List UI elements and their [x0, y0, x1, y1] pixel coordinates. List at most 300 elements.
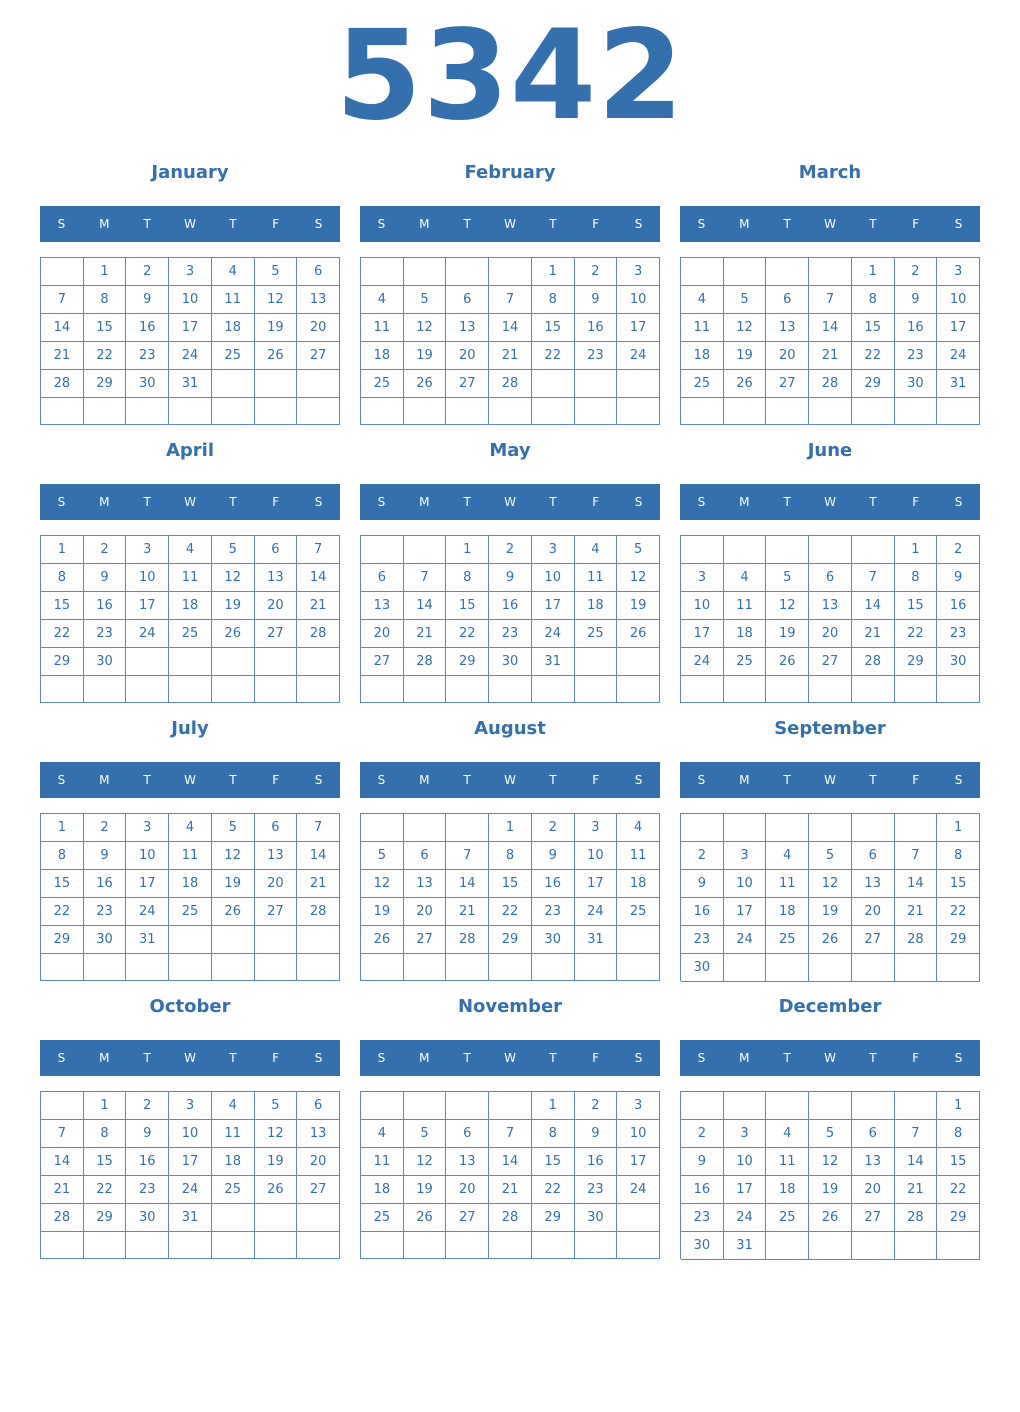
day-cell: 13	[255, 842, 298, 870]
empty-day-cell	[404, 258, 447, 286]
day-cell: 19	[809, 1176, 852, 1204]
empty-day-cell	[852, 954, 895, 982]
day-cell: 30	[895, 370, 938, 398]
month-name: January	[151, 162, 229, 183]
day-cell: 28	[297, 898, 340, 926]
empty-day-cell	[169, 954, 212, 981]
empty-day-cell	[446, 814, 489, 842]
weekday-label: T	[549, 773, 557, 787]
day-cell: 6	[255, 814, 298, 842]
day-cell: 9	[489, 564, 532, 592]
day-cell: 12	[724, 314, 767, 342]
weekday-label: F	[592, 217, 600, 231]
weekday-label: M	[739, 217, 750, 231]
weekday-header	[360, 762, 660, 798]
day-cell: 28	[41, 370, 84, 398]
day-grid	[40, 1091, 340, 1259]
day-cell: 20	[446, 1176, 489, 1204]
day-cell: 6	[852, 842, 895, 870]
day-cell: 19	[724, 342, 767, 370]
day-cell: 28	[446, 926, 489, 954]
weekday-label: T	[869, 495, 877, 509]
day-cell: 10	[169, 1120, 212, 1148]
day-cell: 30	[532, 926, 575, 954]
weekday-label: T	[783, 1051, 791, 1065]
day-cell: 5	[212, 814, 255, 842]
empty-day-cell	[681, 536, 724, 564]
empty-day-cell	[41, 398, 84, 425]
day-cell: 25	[361, 370, 404, 398]
empty-day-cell	[84, 954, 127, 981]
empty-day-cell	[361, 536, 404, 564]
day-cell: 1	[937, 1092, 980, 1120]
day-cell: 18	[169, 870, 212, 898]
day-cell: 24	[126, 898, 169, 926]
day-cell: 10	[532, 564, 575, 592]
weekday-label: S	[57, 773, 66, 787]
day-cell: 19	[617, 592, 660, 620]
day-cell: 10	[937, 286, 980, 314]
day-cell: 23	[575, 342, 618, 370]
empty-day-cell	[617, 926, 660, 954]
empty-day-cell	[895, 398, 938, 425]
day-cell: 4	[169, 536, 212, 564]
weekday-header	[40, 762, 340, 798]
weekday-header	[40, 1040, 340, 1076]
day-cell: 2	[681, 842, 724, 870]
day-cell: 27	[809, 648, 852, 676]
day-cell: 27	[255, 898, 298, 926]
day-cell: 6	[297, 258, 340, 286]
weekday-label: W	[824, 773, 836, 787]
day-cell: 26	[766, 648, 809, 676]
empty-day-cell	[937, 1232, 980, 1260]
empty-day-cell	[532, 676, 575, 703]
weekday-label: F	[592, 1051, 600, 1065]
empty-day-cell	[489, 676, 532, 703]
day-cell: 16	[84, 870, 127, 898]
day-cell: 25	[212, 342, 255, 370]
day-cell: 9	[681, 870, 724, 898]
empty-day-cell	[361, 1092, 404, 1120]
day-cell: 7	[41, 286, 84, 314]
day-cell: 16	[84, 592, 127, 620]
day-cell: 11	[212, 1120, 255, 1148]
empty-day-cell	[617, 370, 660, 398]
day-cell: 19	[404, 1176, 447, 1204]
day-cell: 10	[126, 842, 169, 870]
empty-day-cell	[809, 398, 852, 425]
day-cell: 16	[681, 1176, 724, 1204]
empty-day-cell	[446, 1092, 489, 1120]
day-cell: 1	[41, 814, 84, 842]
day-cell: 9	[681, 1148, 724, 1176]
day-cell: 21	[489, 342, 532, 370]
day-cell: 17	[681, 620, 724, 648]
empty-day-cell	[724, 398, 767, 425]
day-cell: 1	[84, 1092, 127, 1120]
day-cell: 22	[446, 620, 489, 648]
day-cell: 8	[41, 842, 84, 870]
weekday-label: W	[184, 773, 196, 787]
day-cell: 22	[532, 1176, 575, 1204]
weekday-label: F	[912, 773, 920, 787]
day-cell: 30	[681, 1232, 724, 1260]
day-cell: 27	[446, 370, 489, 398]
day-cell: 21	[297, 870, 340, 898]
empty-day-cell	[255, 1232, 298, 1259]
empty-day-cell	[41, 1232, 84, 1259]
empty-day-cell	[126, 676, 169, 703]
day-cell: 31	[532, 648, 575, 676]
day-cell: 18	[212, 314, 255, 342]
day-cell: 5	[404, 1120, 447, 1148]
day-cell: 4	[212, 1092, 255, 1120]
year-title: 5342	[335, 4, 685, 148]
day-cell: 29	[41, 648, 84, 676]
day-cell: 16	[575, 314, 618, 342]
day-cell: 26	[255, 342, 298, 370]
day-cell: 3	[724, 842, 767, 870]
day-cell: 22	[937, 1176, 980, 1204]
day-cell: 19	[255, 1148, 298, 1176]
day-cell: 8	[937, 1120, 980, 1148]
day-cell: 27	[361, 648, 404, 676]
day-cell: 24	[724, 1204, 767, 1232]
day-cell: 3	[617, 258, 660, 286]
day-cell: 17	[724, 1176, 767, 1204]
day-cell: 7	[404, 564, 447, 592]
day-cell: 8	[852, 286, 895, 314]
day-cell: 8	[489, 842, 532, 870]
day-cell: 12	[361, 870, 404, 898]
day-cell: 1	[84, 258, 127, 286]
day-cell: 27	[766, 370, 809, 398]
day-cell: 11	[575, 564, 618, 592]
empty-day-cell	[895, 676, 938, 703]
day-cell: 21	[41, 1176, 84, 1204]
empty-day-cell	[895, 814, 938, 842]
empty-day-cell	[532, 954, 575, 981]
day-cell: 13	[809, 592, 852, 620]
weekday-label: F	[592, 773, 600, 787]
day-cell: 17	[126, 592, 169, 620]
weekday-label: T	[549, 217, 557, 231]
weekday-label: M	[99, 217, 110, 231]
weekday-label: M	[739, 1051, 750, 1065]
day-cell: 24	[681, 648, 724, 676]
day-cell: 13	[852, 1148, 895, 1176]
day-cell: 24	[169, 1176, 212, 1204]
empty-day-cell	[41, 258, 84, 286]
day-cell: 9	[575, 1120, 618, 1148]
day-cell: 7	[489, 1120, 532, 1148]
empty-day-cell	[41, 676, 84, 703]
day-cell: 27	[255, 620, 298, 648]
day-cell: 19	[809, 898, 852, 926]
empty-day-cell	[297, 648, 340, 676]
weekday-label: W	[824, 217, 836, 231]
day-cell: 21	[809, 342, 852, 370]
empty-day-cell	[297, 954, 340, 981]
day-cell: 16	[681, 898, 724, 926]
day-cell: 10	[681, 592, 724, 620]
day-cell: 21	[852, 620, 895, 648]
day-cell: 3	[126, 536, 169, 564]
day-cell: 3	[937, 258, 980, 286]
empty-day-cell	[361, 954, 404, 981]
empty-day-cell	[681, 814, 724, 842]
day-cell: 23	[681, 1204, 724, 1232]
empty-day-cell	[617, 954, 660, 981]
day-cell: 9	[575, 286, 618, 314]
empty-day-cell	[852, 814, 895, 842]
day-cell: 23	[681, 926, 724, 954]
weekday-label: T	[229, 217, 237, 231]
day-cell: 2	[84, 536, 127, 564]
weekday-label: M	[99, 495, 110, 509]
day-cell: 14	[297, 842, 340, 870]
day-cell: 14	[895, 870, 938, 898]
day-cell: 14	[489, 314, 532, 342]
day-cell: 7	[809, 286, 852, 314]
day-cell: 2	[126, 258, 169, 286]
empty-day-cell	[361, 258, 404, 286]
day-cell: 1	[852, 258, 895, 286]
empty-day-cell	[617, 1204, 660, 1232]
day-cell: 8	[41, 564, 84, 592]
day-cell: 28	[852, 648, 895, 676]
weekday-header	[40, 484, 340, 520]
day-cell: 27	[297, 342, 340, 370]
empty-day-cell	[41, 1092, 84, 1120]
weekday-label: W	[504, 773, 516, 787]
weekday-label: S	[954, 773, 963, 787]
day-cell: 22	[489, 898, 532, 926]
empty-day-cell	[361, 676, 404, 703]
day-cell: 29	[489, 926, 532, 954]
empty-day-cell	[169, 1232, 212, 1259]
day-cell: 1	[41, 536, 84, 564]
empty-day-cell	[766, 258, 809, 286]
day-cell: 24	[617, 342, 660, 370]
day-cell: 24	[575, 898, 618, 926]
day-cell: 5	[724, 286, 767, 314]
month-name: June	[807, 440, 853, 461]
weekday-label: S	[57, 217, 66, 231]
day-cell: 22	[41, 620, 84, 648]
month-name: August	[474, 718, 546, 739]
weekday-label: S	[377, 773, 386, 787]
day-grid	[360, 257, 660, 425]
day-cell: 14	[41, 314, 84, 342]
day-cell: 8	[895, 564, 938, 592]
day-cell: 23	[84, 898, 127, 926]
empty-day-cell	[895, 1092, 938, 1120]
empty-day-cell	[532, 1232, 575, 1259]
weekday-label: F	[912, 1051, 920, 1065]
weekday-label: W	[824, 495, 836, 509]
empty-day-cell	[575, 648, 618, 676]
day-cell: 20	[255, 592, 298, 620]
empty-day-cell	[212, 398, 255, 425]
day-cell: 10	[126, 564, 169, 592]
day-cell: 21	[297, 592, 340, 620]
day-cell: 27	[852, 926, 895, 954]
weekday-header	[680, 206, 980, 242]
empty-day-cell	[212, 954, 255, 981]
day-cell: 22	[937, 898, 980, 926]
day-cell: 25	[724, 648, 767, 676]
day-cell: 27	[852, 1204, 895, 1232]
weekday-label: T	[783, 495, 791, 509]
day-cell: 22	[532, 342, 575, 370]
day-cell: 15	[937, 1148, 980, 1176]
day-cell: 11	[212, 286, 255, 314]
day-cell: 5	[404, 286, 447, 314]
month-name: September	[774, 718, 886, 739]
day-cell: 21	[895, 1176, 938, 1204]
day-cell: 20	[255, 870, 298, 898]
day-cell: 23	[532, 898, 575, 926]
empty-day-cell	[617, 648, 660, 676]
day-cell: 28	[404, 648, 447, 676]
month-name: April	[165, 440, 215, 461]
day-cell: 19	[361, 898, 404, 926]
day-cell: 14	[41, 1148, 84, 1176]
weekday-label: T	[869, 1051, 877, 1065]
empty-day-cell	[766, 814, 809, 842]
day-cell: 13	[297, 1120, 340, 1148]
day-cell: 2	[895, 258, 938, 286]
day-cell: 18	[724, 620, 767, 648]
day-cell: 13	[255, 564, 298, 592]
day-cell: 31	[724, 1232, 767, 1260]
weekday-header	[360, 484, 660, 520]
day-cell: 3	[169, 258, 212, 286]
day-cell: 3	[681, 564, 724, 592]
day-cell: 31	[937, 370, 980, 398]
day-cell: 14	[297, 564, 340, 592]
empty-day-cell	[809, 1092, 852, 1120]
day-cell: 29	[84, 1204, 127, 1232]
day-cell: 2	[575, 258, 618, 286]
empty-day-cell	[895, 1232, 938, 1260]
weekday-label: T	[869, 217, 877, 231]
day-cell: 24	[617, 1176, 660, 1204]
empty-day-cell	[446, 676, 489, 703]
day-cell: 17	[617, 314, 660, 342]
month-name: May	[489, 440, 531, 461]
day-cell: 25	[766, 1204, 809, 1232]
day-cell: 22	[84, 342, 127, 370]
empty-day-cell	[724, 258, 767, 286]
day-cell: 12	[404, 1148, 447, 1176]
empty-day-cell	[681, 258, 724, 286]
weekday-label: S	[697, 1051, 706, 1065]
day-cell: 17	[937, 314, 980, 342]
day-cell: 28	[809, 370, 852, 398]
day-cell: 10	[169, 286, 212, 314]
empty-day-cell	[404, 1232, 447, 1259]
empty-day-cell	[41, 954, 84, 981]
day-cell: 15	[895, 592, 938, 620]
day-cell: 14	[809, 314, 852, 342]
day-cell: 18	[575, 592, 618, 620]
weekday-label: F	[272, 495, 280, 509]
empty-day-cell	[809, 1232, 852, 1260]
weekday-label: T	[869, 773, 877, 787]
day-cell: 16	[532, 870, 575, 898]
day-cell: 9	[895, 286, 938, 314]
day-cell: 25	[681, 370, 724, 398]
empty-day-cell	[766, 1092, 809, 1120]
empty-day-cell	[126, 648, 169, 676]
day-cell: 30	[575, 1204, 618, 1232]
empty-day-cell	[809, 536, 852, 564]
day-cell: 18	[681, 342, 724, 370]
day-cell: 26	[404, 370, 447, 398]
day-cell: 8	[532, 1120, 575, 1148]
weekday-label: F	[272, 773, 280, 787]
empty-day-cell	[937, 398, 980, 425]
day-cell: 7	[297, 536, 340, 564]
day-cell: 25	[169, 898, 212, 926]
day-cell: 12	[809, 870, 852, 898]
day-cell: 21	[404, 620, 447, 648]
weekday-label: W	[184, 1051, 196, 1065]
weekday-label: M	[739, 773, 750, 787]
day-cell: 11	[169, 842, 212, 870]
day-cell: 19	[766, 620, 809, 648]
empty-day-cell	[169, 676, 212, 703]
day-grid	[680, 535, 980, 703]
empty-day-cell	[212, 648, 255, 676]
day-cell: 7	[895, 1120, 938, 1148]
weekday-label: S	[314, 773, 323, 787]
weekday-header	[680, 484, 980, 520]
day-cell: 14	[895, 1148, 938, 1176]
day-cell: 12	[617, 564, 660, 592]
empty-day-cell	[404, 954, 447, 981]
empty-day-cell	[617, 676, 660, 703]
day-cell: 5	[255, 1092, 298, 1120]
day-cell: 18	[212, 1148, 255, 1176]
day-cell: 16	[937, 592, 980, 620]
weekday-label: S	[954, 217, 963, 231]
day-grid	[680, 1091, 980, 1259]
empty-day-cell	[255, 648, 298, 676]
day-cell: 28	[297, 620, 340, 648]
day-cell: 14	[446, 870, 489, 898]
empty-day-cell	[489, 1092, 532, 1120]
day-cell: 13	[297, 286, 340, 314]
day-cell: 17	[532, 592, 575, 620]
day-grid	[40, 535, 340, 703]
day-cell: 31	[169, 370, 212, 398]
day-cell: 29	[895, 648, 938, 676]
month-name: December	[778, 996, 882, 1017]
weekday-label: S	[634, 773, 643, 787]
day-cell: 13	[446, 314, 489, 342]
day-cell: 7	[41, 1120, 84, 1148]
day-cell: 12	[212, 842, 255, 870]
day-grid	[40, 257, 340, 425]
day-cell: 20	[852, 898, 895, 926]
weekday-label: W	[824, 1051, 836, 1065]
weekday-header	[360, 1040, 660, 1076]
day-cell: 21	[489, 1176, 532, 1204]
